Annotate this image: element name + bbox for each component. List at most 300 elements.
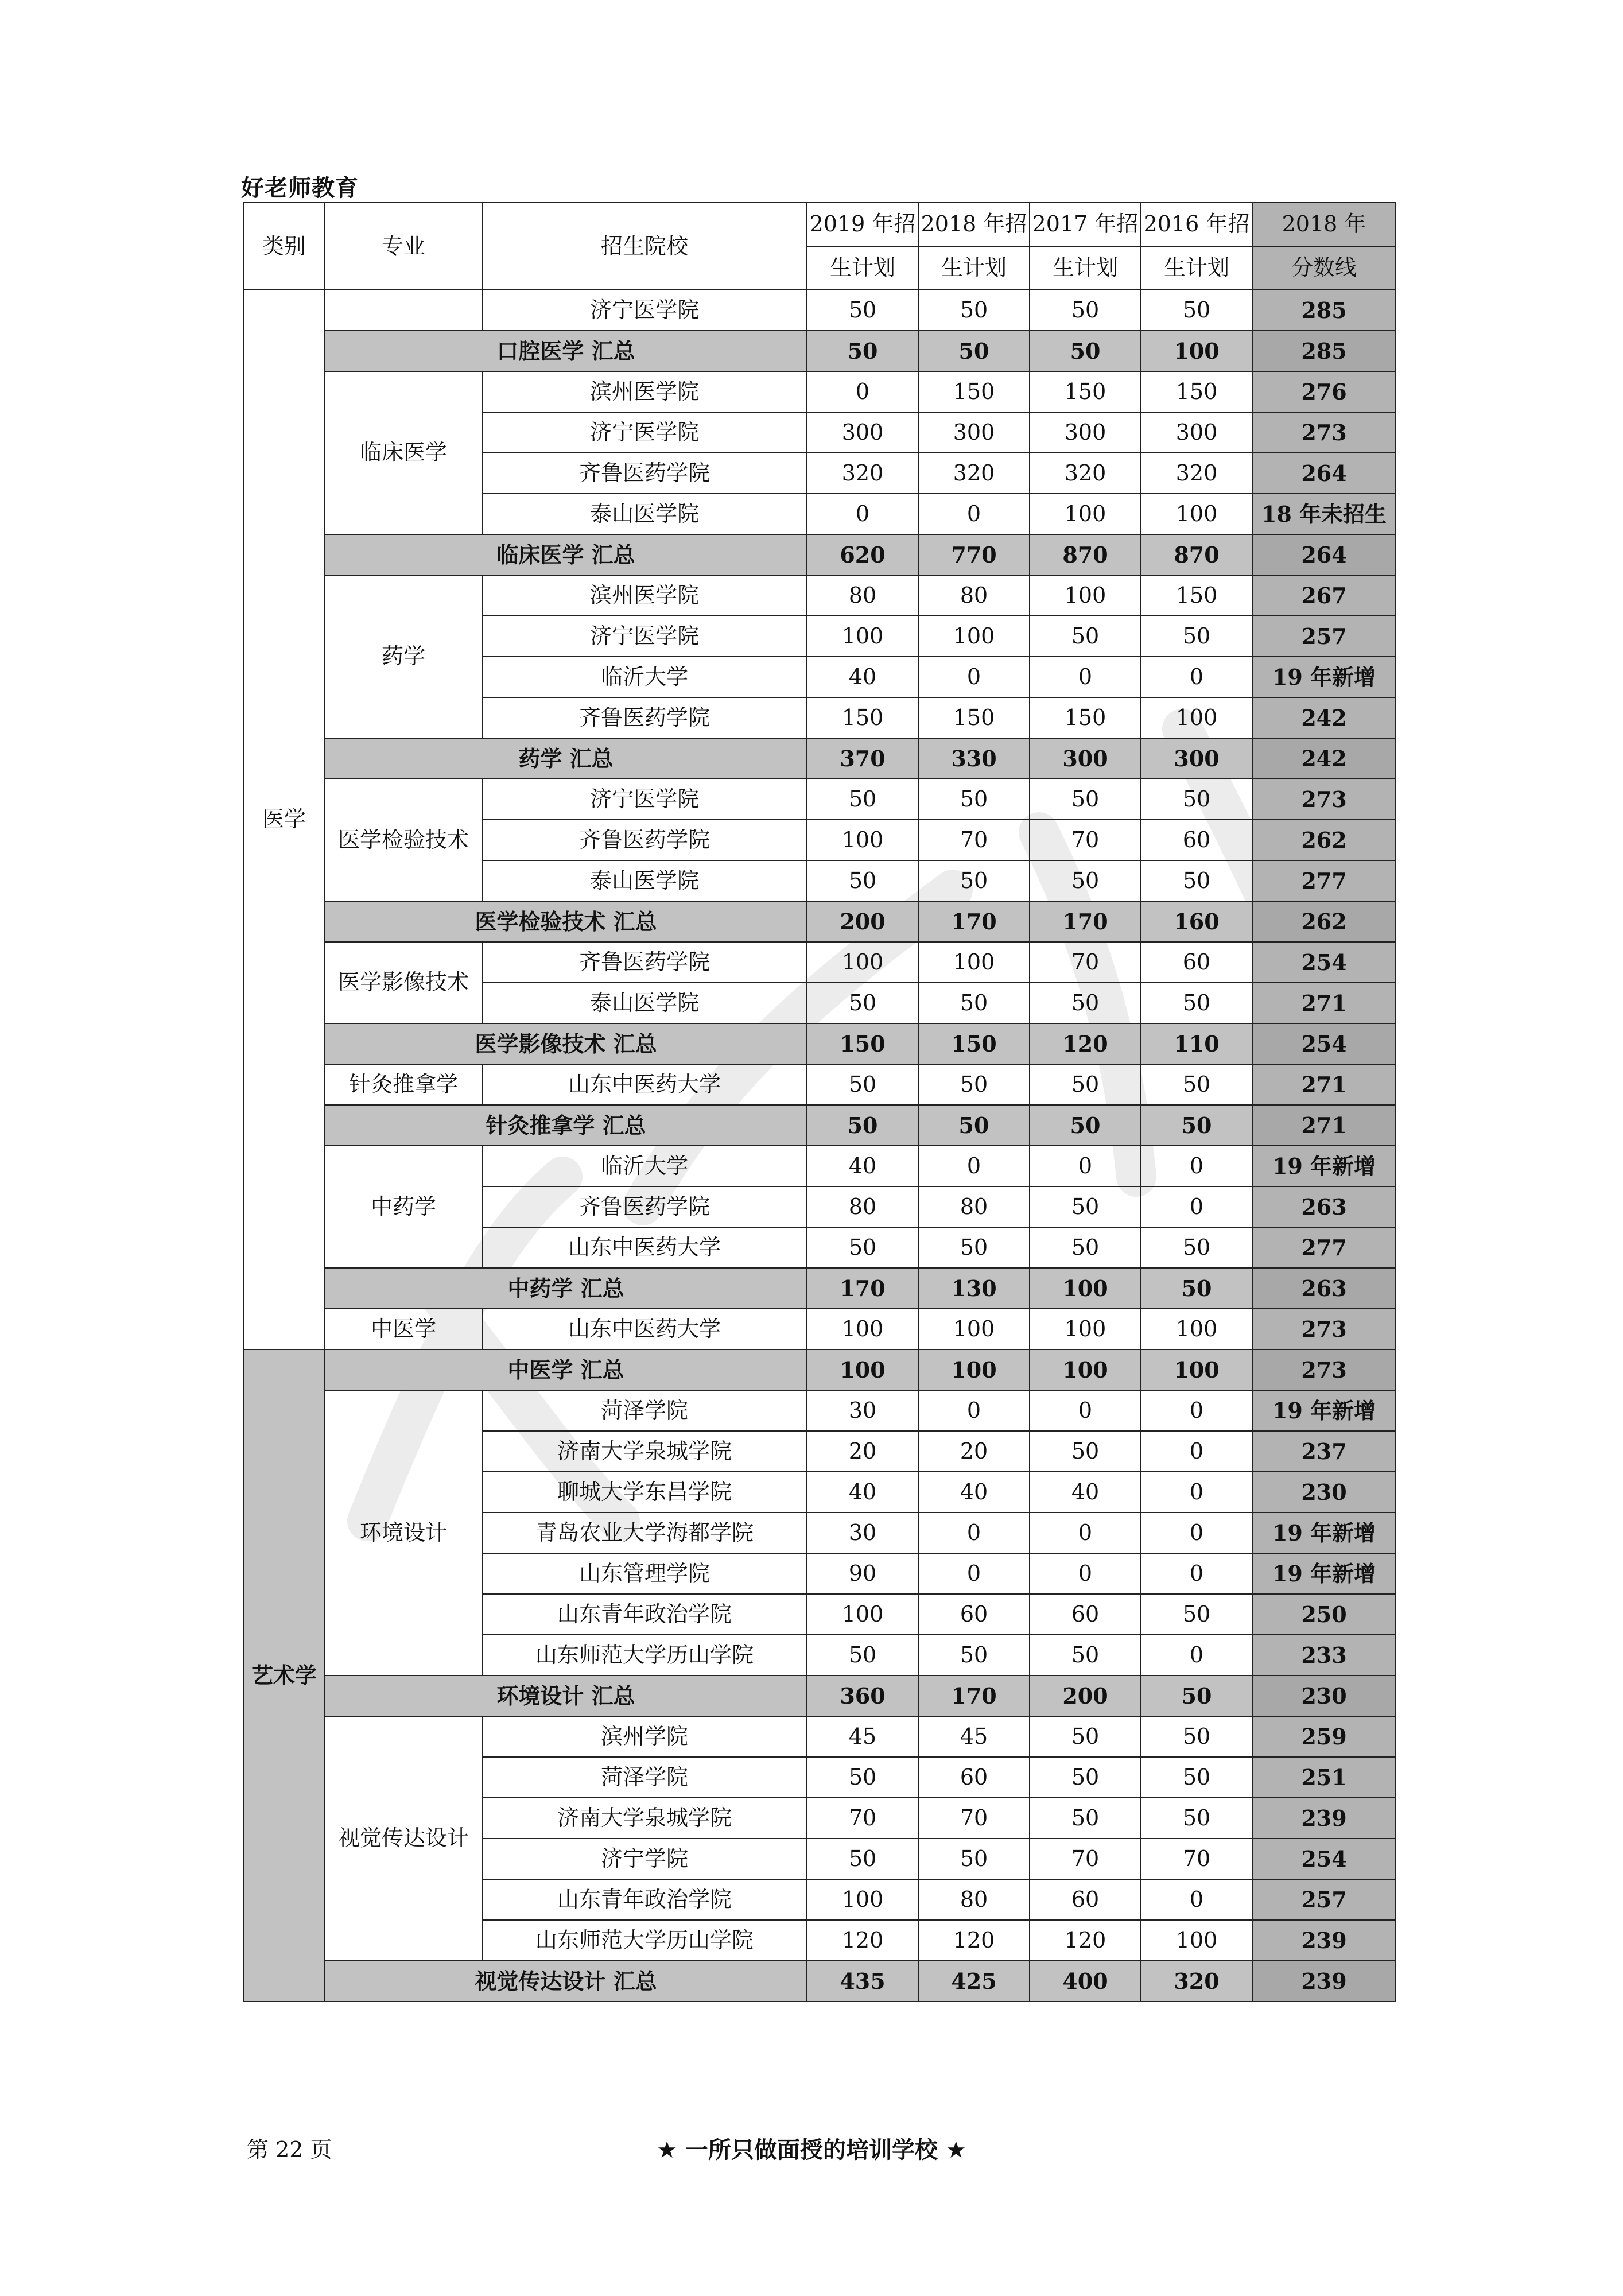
summary-row	[243, 534, 1396, 575]
plan-2019-cell: 50	[807, 779, 918, 820]
plan-2016-cell: 50	[1141, 1757, 1252, 1798]
school-cell: 临沂大学	[482, 657, 807, 697]
plan-2019-cell: 90	[807, 1553, 918, 1594]
plan-2016-cell: 0	[1141, 1431, 1252, 1472]
page-number: 第 22 页	[247, 2137, 332, 2162]
score-2018-cell: 239	[1252, 1920, 1396, 1961]
plan-2018-cell: 60	[918, 1757, 1030, 1798]
plan-2016-cell: 50	[1141, 1064, 1252, 1105]
school-cell: 济宁医学院	[482, 616, 807, 657]
school-cell: 泰山医学院	[482, 983, 807, 1023]
plan-2017-cell: 0	[1030, 657, 1141, 697]
school-cell: 泰山医学院	[482, 860, 807, 901]
table-row	[243, 1146, 1396, 1186]
header-category: 类别	[243, 203, 325, 290]
plan-2019-cell: 50	[807, 983, 918, 1023]
plan-2016-cell: 50	[1141, 1594, 1252, 1635]
summary-row	[243, 738, 1396, 779]
summary-label: 中医学 汇总	[325, 1349, 807, 1390]
summary-label: 医学影像技术 汇总	[325, 1023, 807, 1064]
plan-2016-cell: 50	[1141, 1268, 1252, 1309]
plan-2016-cell: 110	[1141, 1023, 1252, 1064]
plan-2019-cell: 80	[807, 575, 918, 616]
header-2018-line2: 生计划	[918, 246, 1030, 290]
score-2018-cell: 19 年新增	[1252, 657, 1396, 697]
plan-2018-cell: 320	[918, 453, 1030, 494]
school-cell: 济宁学院	[482, 1839, 807, 1879]
plan-2018-cell: 425	[918, 1961, 1030, 2002]
plan-2019-cell: 435	[807, 1961, 918, 2002]
plan-2017-cell: 60	[1030, 1879, 1141, 1920]
score-2018-cell: 277	[1252, 1227, 1396, 1268]
summary-label: 中药学 汇总	[325, 1268, 807, 1309]
table-row	[243, 1716, 1396, 1757]
table-row	[243, 371, 1396, 412]
plan-2016-cell: 60	[1141, 942, 1252, 983]
school-cell: 济南大学泉城学院	[482, 1431, 807, 1472]
plan-2019-cell: 0	[807, 494, 918, 534]
summary-row	[243, 1105, 1396, 1146]
plan-2016-cell: 70	[1141, 1839, 1252, 1879]
plan-2016-cell: 100	[1141, 697, 1252, 738]
score-2018-cell: 262	[1252, 901, 1396, 942]
category-cell: 艺术学	[243, 1349, 325, 2002]
plan-2017-cell: 200	[1030, 1676, 1141, 1716]
plan-2017-cell: 50	[1030, 983, 1141, 1023]
plan-2017-cell: 50	[1030, 1431, 1141, 1472]
plan-2018-cell: 0	[918, 1553, 1030, 1594]
plan-2016-cell: 0	[1141, 1472, 1252, 1512]
plan-2018-cell: 50	[918, 1635, 1030, 1676]
plan-2018-cell: 330	[918, 738, 1030, 779]
plan-2016-cell: 0	[1141, 657, 1252, 697]
school-cell: 济宁医学院	[482, 779, 807, 820]
score-2018-cell: 254	[1252, 942, 1396, 983]
plan-2018-cell: 150	[918, 697, 1030, 738]
plan-2018-cell: 80	[918, 1879, 1030, 1920]
school-cell: 临沂大学	[482, 1146, 807, 1186]
score-2018-cell: 19 年新增	[1252, 1553, 1396, 1594]
plan-2018-cell: 50	[918, 1227, 1030, 1268]
school-cell: 济宁医学院	[482, 290, 807, 331]
plan-2016-cell: 50	[1141, 1105, 1252, 1146]
score-2018-cell: 242	[1252, 738, 1396, 779]
score-2018-cell: 273	[1252, 1309, 1396, 1349]
plan-2018-cell: 0	[918, 1512, 1030, 1553]
score-2018-cell: 263	[1252, 1186, 1396, 1227]
score-2018-cell: 233	[1252, 1635, 1396, 1676]
plan-2016-cell: 0	[1141, 1146, 1252, 1186]
plan-2018-cell: 60	[918, 1594, 1030, 1635]
plan-2019-cell: 30	[807, 1512, 918, 1553]
score-2018-cell: 19 年新增	[1252, 1146, 1396, 1186]
plan-2016-cell: 50	[1141, 983, 1252, 1023]
plan-2016-cell: 0	[1141, 1390, 1252, 1431]
plan-2019-cell: 360	[807, 1676, 918, 1716]
school-cell: 齐鲁医药学院	[482, 942, 807, 983]
score-2018-cell: 285	[1252, 331, 1396, 371]
plan-2018-cell: 0	[918, 494, 1030, 534]
summary-label: 药学 汇总	[325, 738, 807, 779]
score-2018-cell: 18 年未招生	[1252, 494, 1396, 534]
plan-2019-cell: 0	[807, 371, 918, 412]
score-2018-cell: 273	[1252, 779, 1396, 820]
score-2018-cell: 257	[1252, 1879, 1396, 1920]
score-2018-cell: 267	[1252, 575, 1396, 616]
plan-2018-cell: 0	[918, 1146, 1030, 1186]
plan-2019-cell: 70	[807, 1798, 918, 1839]
plan-2016-cell: 50	[1141, 1798, 1252, 1839]
school-cell: 济南大学泉城学院	[482, 1798, 807, 1839]
plan-2019-cell: 50	[807, 1064, 918, 1105]
major-cell: 环境设计	[325, 1390, 482, 1676]
plan-2016-cell: 0	[1141, 1879, 1252, 1920]
score-2018-cell: 251	[1252, 1757, 1396, 1798]
plan-2016-cell: 320	[1141, 1961, 1252, 2002]
plan-2016-cell: 100	[1141, 494, 1252, 534]
summary-row	[243, 1961, 1396, 2002]
plan-2019-cell: 50	[807, 1635, 918, 1676]
score-2018-cell: 19 年新增	[1252, 1390, 1396, 1431]
plan-2017-cell: 70	[1030, 1839, 1141, 1879]
plan-2018-cell: 770	[918, 534, 1030, 575]
summary-label: 医学检验技术 汇总	[325, 901, 807, 942]
score-2018-cell: 239	[1252, 1961, 1396, 2002]
score-2018-cell: 242	[1252, 697, 1396, 738]
major-cell: 医学影像技术	[325, 942, 482, 1023]
table-row	[243, 1309, 1396, 1349]
score-2018-cell: 271	[1252, 1105, 1396, 1146]
plan-2019-cell: 100	[807, 1879, 918, 1920]
score-2018-cell: 254	[1252, 1839, 1396, 1879]
plan-2019-cell: 20	[807, 1431, 918, 1472]
plan-2017-cell: 0	[1030, 1553, 1141, 1594]
plan-2017-cell: 100	[1030, 575, 1141, 616]
plan-2017-cell: 40	[1030, 1472, 1141, 1512]
header-score-line1: 2018 年	[1252, 203, 1396, 246]
plan-2016-cell: 320	[1141, 453, 1252, 494]
school-cell: 山东中医药大学	[482, 1227, 807, 1268]
score-2018-cell: 250	[1252, 1594, 1396, 1635]
plan-2016-cell: 0	[1141, 1553, 1252, 1594]
summary-label: 针灸推拿学 汇总	[325, 1105, 807, 1146]
summary-row	[243, 1349, 1396, 1390]
plan-2019-cell: 100	[807, 616, 918, 657]
footer-slogan: ★ 一所只做面授的培训学校 ★	[657, 2137, 966, 2163]
score-2018-cell: 263	[1252, 1268, 1396, 1309]
score-2018-cell: 273	[1252, 1349, 1396, 1390]
plan-2019-cell: 50	[807, 1839, 918, 1879]
plan-2017-cell: 120	[1030, 1023, 1141, 1064]
plan-2018-cell: 40	[918, 1472, 1030, 1512]
header-school: 招生院校	[482, 203, 807, 290]
major-cell: 药学	[325, 575, 482, 738]
score-2018-cell: 271	[1252, 983, 1396, 1023]
major-cell: 中药学	[325, 1146, 482, 1268]
plan-2017-cell: 60	[1030, 1594, 1141, 1635]
header-2019-line1: 2019 年招	[807, 203, 918, 246]
plan-2017-cell: 150	[1030, 371, 1141, 412]
major-cell	[325, 290, 482, 331]
plan-2019-cell: 50	[807, 1227, 918, 1268]
school-cell: 山东管理学院	[482, 1553, 807, 1594]
major-cell: 中医学	[325, 1309, 482, 1349]
plan-2017-cell: 50	[1030, 860, 1141, 901]
plan-2017-cell: 100	[1030, 1349, 1141, 1390]
school-cell: 齐鲁医药学院	[482, 1186, 807, 1227]
plan-2017-cell: 300	[1030, 412, 1141, 453]
header-major: 专业	[325, 203, 482, 290]
header-2017-line1: 2017 年招	[1030, 203, 1141, 246]
score-2018-cell: 230	[1252, 1676, 1396, 1716]
header-2019-line2: 生计划	[807, 246, 918, 290]
plan-2017-cell: 50	[1030, 331, 1141, 371]
school-cell: 山东中医药大学	[482, 1064, 807, 1105]
header-2016-line1: 2016 年招	[1141, 203, 1252, 246]
school-cell: 齐鲁医药学院	[482, 453, 807, 494]
plan-2017-cell: 50	[1030, 1635, 1141, 1676]
plan-2018-cell: 0	[918, 657, 1030, 697]
plan-2019-cell: 370	[807, 738, 918, 779]
score-2018-cell: 239	[1252, 1798, 1396, 1839]
plan-2018-cell: 50	[918, 1839, 1030, 1879]
plan-2019-cell: 200	[807, 901, 918, 942]
summary-label: 口腔医学 汇总	[325, 331, 807, 371]
table-body	[243, 290, 1396, 2002]
plan-2017-cell: 170	[1030, 901, 1141, 942]
plan-2018-cell: 80	[918, 575, 1030, 616]
plan-2019-cell: 120	[807, 1920, 918, 1961]
school-cell: 济宁医学院	[482, 412, 807, 453]
plan-2017-cell: 0	[1030, 1390, 1141, 1431]
plan-2016-cell: 100	[1141, 1349, 1252, 1390]
summary-label: 视觉传达设计 汇总	[325, 1961, 807, 2002]
score-2018-cell: 273	[1252, 412, 1396, 453]
plan-2017-cell: 50	[1030, 1186, 1141, 1227]
school-cell: 齐鲁医药学院	[482, 697, 807, 738]
plan-2018-cell: 150	[918, 1023, 1030, 1064]
plan-2017-cell: 50	[1030, 616, 1141, 657]
score-2018-cell: 230	[1252, 1472, 1396, 1512]
plan-2018-cell: 50	[918, 1105, 1030, 1146]
plan-2019-cell: 50	[807, 1105, 918, 1146]
school-cell: 滨州医学院	[482, 575, 807, 616]
school-cell: 菏泽学院	[482, 1757, 807, 1798]
score-2018-cell: 264	[1252, 534, 1396, 575]
plan-2017-cell: 0	[1030, 1146, 1141, 1186]
plan-2018-cell: 130	[918, 1268, 1030, 1309]
school-cell: 滨州医学院	[482, 371, 807, 412]
plan-2019-cell: 50	[807, 290, 918, 331]
plan-2019-cell: 40	[807, 657, 918, 697]
plan-2018-cell: 50	[918, 290, 1030, 331]
summary-row	[243, 1676, 1396, 1716]
major-cell: 针灸推拿学	[325, 1064, 482, 1105]
plan-2018-cell: 100	[918, 1349, 1030, 1390]
school-cell: 山东师范大学历山学院	[482, 1635, 807, 1676]
plan-2016-cell: 50	[1141, 779, 1252, 820]
plan-2017-cell: 100	[1030, 1268, 1141, 1309]
header-score-line2: 分数线	[1252, 246, 1396, 290]
header-2016-line2: 生计划	[1141, 246, 1252, 290]
plan-2017-cell: 50	[1030, 1105, 1141, 1146]
plan-2019-cell: 50	[807, 860, 918, 901]
plan-2019-cell: 50	[807, 1757, 918, 1798]
plan-2018-cell: 100	[918, 1309, 1030, 1349]
major-cell: 临床医学	[325, 371, 482, 534]
plan-2019-cell: 80	[807, 1186, 918, 1227]
plan-2019-cell: 100	[807, 820, 918, 860]
table-row	[243, 942, 1396, 983]
plan-2018-cell: 170	[918, 901, 1030, 942]
plan-2017-cell: 50	[1030, 1757, 1141, 1798]
plan-2019-cell: 30	[807, 1390, 918, 1431]
score-2018-cell: 277	[1252, 860, 1396, 901]
plan-2018-cell: 80	[918, 1186, 1030, 1227]
plan-2018-cell: 50	[918, 860, 1030, 901]
plan-2018-cell: 150	[918, 371, 1030, 412]
plan-2017-cell: 100	[1030, 494, 1141, 534]
plan-2018-cell: 50	[918, 983, 1030, 1023]
plan-2016-cell: 50	[1141, 290, 1252, 331]
plan-2016-cell: 50	[1141, 860, 1252, 901]
brand-title: 好老师教育	[241, 175, 359, 201]
plan-2019-cell: 170	[807, 1268, 918, 1309]
plan-2016-cell: 50	[1141, 1227, 1252, 1268]
school-cell: 齐鲁医药学院	[482, 820, 807, 860]
plan-2019-cell: 620	[807, 534, 918, 575]
table-header-row	[243, 203, 1396, 246]
plan-2017-cell: 400	[1030, 1961, 1141, 2002]
plan-2019-cell: 100	[807, 942, 918, 983]
plan-2016-cell: 0	[1141, 1186, 1252, 1227]
school-cell: 聊城大学东昌学院	[482, 1472, 807, 1512]
plan-2017-cell: 120	[1030, 1920, 1141, 1961]
school-cell: 滨州学院	[482, 1716, 807, 1757]
plan-2018-cell: 70	[918, 820, 1030, 860]
summary-row	[243, 331, 1396, 371]
school-cell: 泰山医学院	[482, 494, 807, 534]
plan-2016-cell: 50	[1141, 616, 1252, 657]
plan-2018-cell: 0	[918, 1390, 1030, 1431]
plan-2016-cell: 60	[1141, 820, 1252, 860]
plan-2018-cell: 300	[918, 412, 1030, 453]
plan-2017-cell: 50	[1030, 290, 1141, 331]
summary-row	[243, 1268, 1396, 1309]
school-cell: 青岛农业大学海都学院	[482, 1512, 807, 1553]
plan-2016-cell: 300	[1141, 412, 1252, 453]
score-2018-cell: 259	[1252, 1716, 1396, 1757]
score-2018-cell: 276	[1252, 371, 1396, 412]
plan-2016-cell: 160	[1141, 901, 1252, 942]
school-cell: 山东青年政治学院	[482, 1879, 807, 1920]
header-2018-line1: 2018 年招	[918, 203, 1030, 246]
plan-2017-cell: 50	[1030, 1064, 1141, 1105]
table-row	[243, 1390, 1396, 1431]
plan-2018-cell: 170	[918, 1676, 1030, 1716]
plan-2019-cell: 100	[807, 1349, 918, 1390]
plan-2016-cell: 870	[1141, 534, 1252, 575]
plan-2018-cell: 45	[918, 1716, 1030, 1757]
plan-2017-cell: 50	[1030, 1798, 1141, 1839]
plan-2018-cell: 120	[918, 1920, 1030, 1961]
score-2018-cell: 254	[1252, 1023, 1396, 1064]
score-2018-cell: 262	[1252, 820, 1396, 860]
plan-2019-cell: 45	[807, 1716, 918, 1757]
plan-2017-cell: 320	[1030, 453, 1141, 494]
plan-2016-cell: 100	[1141, 1309, 1252, 1349]
score-2018-cell: 264	[1252, 453, 1396, 494]
table-row	[243, 1064, 1396, 1105]
major-cell: 医学检验技术	[325, 779, 482, 901]
plan-2016-cell: 0	[1141, 1512, 1252, 1553]
plan-2019-cell: 150	[807, 1023, 918, 1064]
admission-table	[243, 202, 1396, 2002]
score-2018-cell: 285	[1252, 290, 1396, 331]
plan-2018-cell: 50	[918, 779, 1030, 820]
plan-2019-cell: 300	[807, 412, 918, 453]
plan-2016-cell: 300	[1141, 738, 1252, 779]
category-cell: 医学	[243, 290, 325, 1349]
summary-row	[243, 1023, 1396, 1064]
plan-2018-cell: 100	[918, 942, 1030, 983]
major-cell: 视觉传达设计	[325, 1716, 482, 1961]
plan-2018-cell: 100	[918, 616, 1030, 657]
summary-row	[243, 901, 1396, 942]
plan-2016-cell: 150	[1141, 575, 1252, 616]
plan-2017-cell: 70	[1030, 820, 1141, 860]
plan-2016-cell: 150	[1141, 371, 1252, 412]
plan-2017-cell: 870	[1030, 534, 1141, 575]
plan-2017-cell: 50	[1030, 1227, 1141, 1268]
school-cell: 山东师范大学历山学院	[482, 1920, 807, 1961]
plan-2017-cell: 50	[1030, 1716, 1141, 1757]
header-2017-line2: 生计划	[1030, 246, 1141, 290]
plan-2018-cell: 70	[918, 1798, 1030, 1839]
summary-label: 临床医学 汇总	[325, 534, 807, 575]
plan-2016-cell: 50	[1141, 1716, 1252, 1757]
table-row	[243, 290, 1396, 331]
plan-2017-cell: 0	[1030, 1512, 1141, 1553]
plan-2017-cell: 150	[1030, 697, 1141, 738]
plan-2019-cell: 320	[807, 453, 918, 494]
plan-2017-cell: 300	[1030, 738, 1141, 779]
score-2018-cell: 257	[1252, 616, 1396, 657]
school-cell: 山东中医药大学	[482, 1309, 807, 1349]
table-row	[243, 779, 1396, 820]
plan-2018-cell: 20	[918, 1431, 1030, 1472]
plan-2019-cell: 150	[807, 697, 918, 738]
plan-2019-cell: 100	[807, 1309, 918, 1349]
school-cell: 山东青年政治学院	[482, 1594, 807, 1635]
plan-2018-cell: 50	[918, 331, 1030, 371]
plan-2019-cell: 40	[807, 1146, 918, 1186]
score-2018-cell: 237	[1252, 1431, 1396, 1472]
plan-2018-cell: 50	[918, 1064, 1030, 1105]
score-2018-cell: 19 年新增	[1252, 1512, 1396, 1553]
plan-2017-cell: 70	[1030, 942, 1141, 983]
plan-2019-cell: 50	[807, 331, 918, 371]
plan-2017-cell: 50	[1030, 779, 1141, 820]
plan-2016-cell: 0	[1141, 1635, 1252, 1676]
plan-2019-cell: 40	[807, 1472, 918, 1512]
summary-label: 环境设计 汇总	[325, 1676, 807, 1716]
score-2018-cell: 271	[1252, 1064, 1396, 1105]
table-row	[243, 575, 1396, 616]
plan-2019-cell: 100	[807, 1594, 918, 1635]
plan-2016-cell: 100	[1141, 1920, 1252, 1961]
plan-2016-cell: 50	[1141, 1676, 1252, 1716]
